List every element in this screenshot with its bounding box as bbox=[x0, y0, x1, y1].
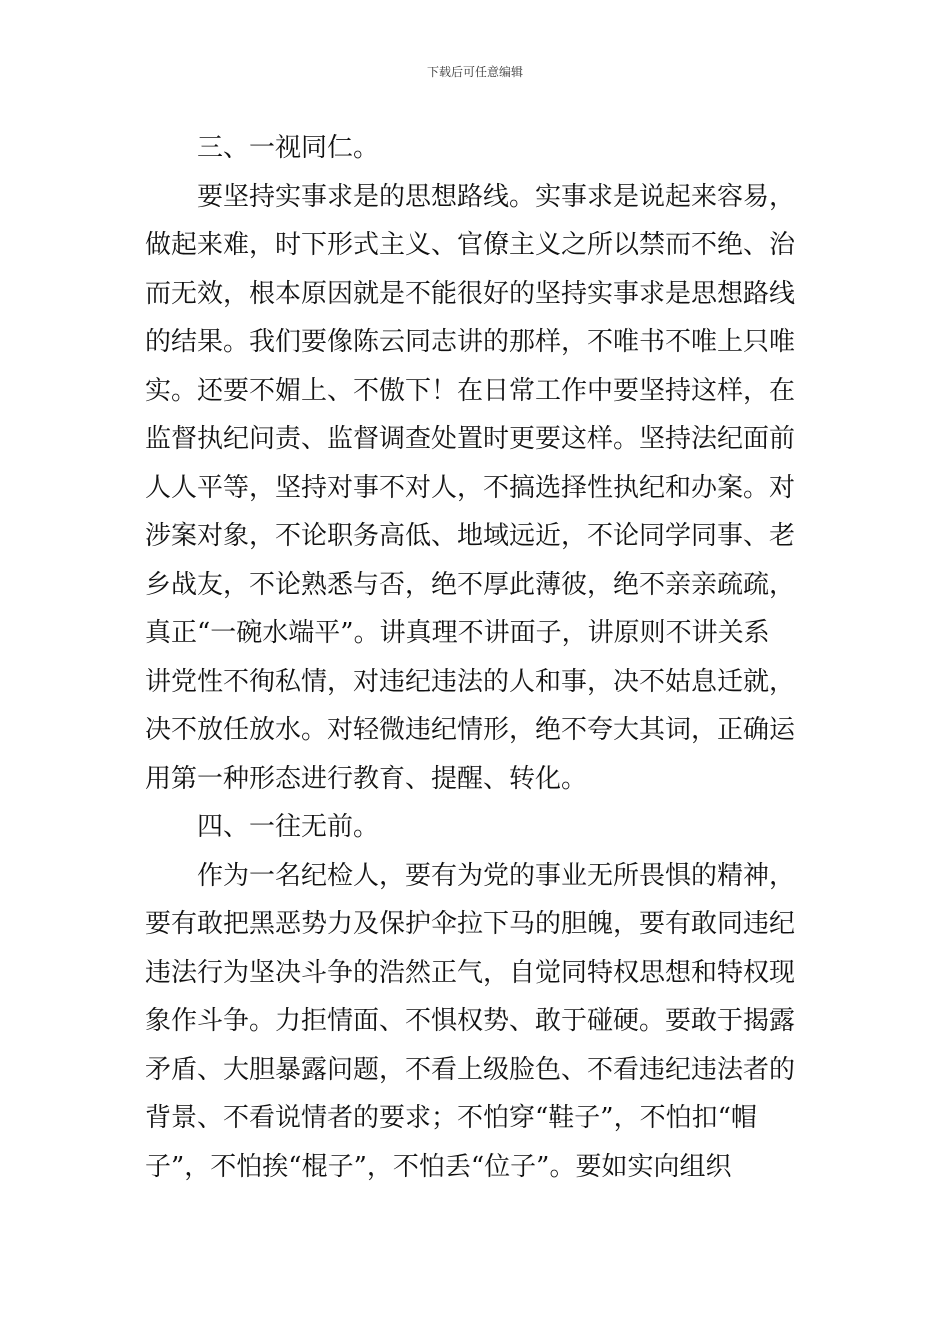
paragraph-line: 要有敢把黑恶势力及保护伞拉下马的胆魄，要有敢同违纪 bbox=[145, 909, 796, 939]
paragraph-line: 象作斗争。力拒情面、不惧权势、敢于碰硬。要敢于揭露 bbox=[145, 1006, 796, 1036]
paragraph-line: 实。还要不媚上、不傲下！在日常工作中要坚持这样，在 bbox=[145, 375, 796, 406]
section-heading: 三、一视同仁。 bbox=[197, 133, 380, 163]
paragraph-line: 决不放任放水。对轻微违纪情形，绝不夸大其词，正确运 bbox=[145, 715, 796, 745]
paragraph-line: 作为一名纪检人，要有为党的事业无所畏惧的精神， bbox=[197, 860, 796, 891]
paragraph-line: 讲党性不徇私情，对违纪违法的人和事，决不姑息迁就， bbox=[145, 666, 796, 697]
document-body bbox=[145, 124, 811, 1191]
paragraph-line: 涉案对象，不论职务高低、地域远近，不论同学同事、老 bbox=[145, 521, 796, 551]
paragraph-line: 做起来难，时下形式主义、官僚主义之所以禁而不绝、治 bbox=[145, 230, 796, 260]
paragraph-line: 违法行为坚决斗争的浩然正气，自觉同特权思想和特权现 bbox=[145, 957, 796, 988]
paragraph-line: 矛盾、大胆暴露问题，不看上级脸色、不看违纪违法者的 bbox=[145, 1054, 796, 1085]
section-paragraph bbox=[145, 173, 811, 804]
paragraph-line: 要坚持实事求是的思想路线。实事求是说起来容易， bbox=[197, 181, 796, 212]
paragraph-line: 监督执纪问责、监督调查处置时更要这样。坚持法纪面前 bbox=[145, 424, 796, 454]
paragraph-line: 真正“一碗水端平”。讲真理不讲面子，讲原则不讲关系 bbox=[145, 618, 770, 648]
paragraph-line: 子”，不怕挨“棍子”，不怕丢“位子”。要如实向组织 bbox=[145, 1151, 732, 1182]
paragraph-line: 而无效，根本原因就是不能很好的坚持实事求是思想路线 bbox=[145, 278, 796, 309]
paragraph-line: 的结果。我们要像陈云同志讲的那样，不唯书不唯上只唯 bbox=[145, 327, 796, 357]
paragraph-line: 背景、不看说情者的要求；不怕穿“鞋子”，不怕扣“帽 bbox=[145, 1103, 757, 1133]
paragraph-line: 人人平等，坚持对事不对人，不搞选择性执纪和办案。对 bbox=[145, 472, 796, 503]
paragraph-line: 用第一种形态进行教育、提醒、转化。 bbox=[145, 763, 588, 794]
page-header-note: 下载后可任意编辑 bbox=[426, 65, 523, 79]
section-paragraph bbox=[145, 852, 811, 1192]
paragraph-line: 乡战友，不论熟悉与否，绝不厚此薄彼，绝不亲亲疏疏， bbox=[145, 569, 796, 600]
section-heading: 四、一往无前。 bbox=[197, 812, 380, 842]
